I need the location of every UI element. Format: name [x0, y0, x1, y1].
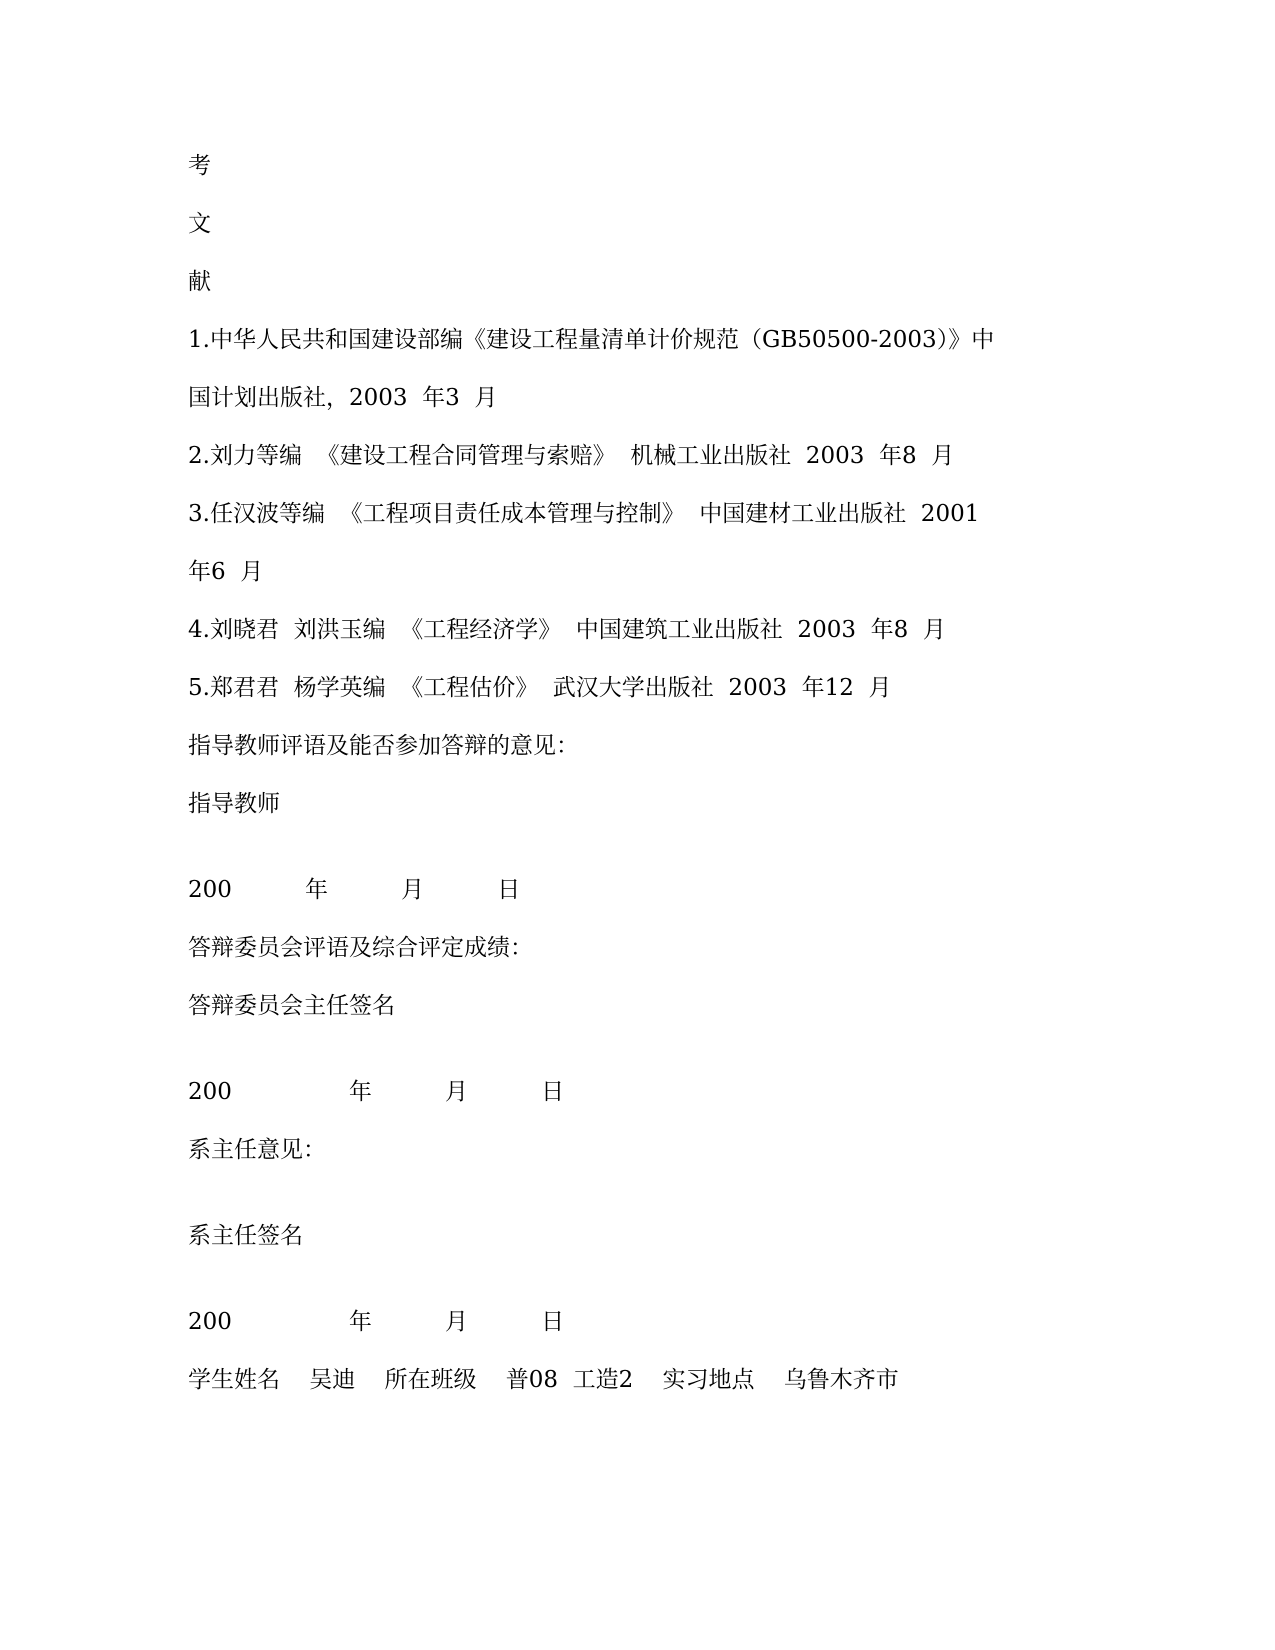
department-comment-label: 系主任意见：	[188, 1137, 326, 1163]
reference-line: 国计划出版社，2003 年3 月	[188, 385, 498, 411]
committee-signature-label: 答辩委员会主任签名	[188, 993, 395, 1019]
heading-char-3: 献	[188, 269, 211, 295]
department-signature-label: 系主任签名	[188, 1223, 303, 1249]
reference-line: 5.郑君君 杨学英编 《工程估价》 武汉大学出版社 2003 年12 月	[188, 675, 892, 701]
reference-line: 2.刘力等编 《建设工程合同管理与索赔》 机械工业出版社 2003 年8 月	[188, 443, 955, 469]
reference-line: 3.任汉波等编 《工程项目责任成本管理与控制》 中国建材工业出版社 2001	[188, 501, 980, 527]
advisor-comment-label: 指导教师评语及能否参加答辩的意见：	[188, 733, 579, 759]
committee-comment-label: 答辩委员会评语及综合评定成绩：	[188, 935, 533, 961]
heading-char-1: 考	[188, 153, 211, 179]
reference-line: 年6 月	[188, 559, 264, 585]
heading-char-2: 文	[188, 211, 211, 237]
department-date-line: 200 年 月 日	[188, 1309, 565, 1335]
advisor-signature-label: 指导教师	[188, 791, 280, 817]
advisor-date-line: 200 年 月 日	[188, 877, 521, 903]
reference-line: 1.中华人民共和国建设部编《建设工程量清单计价规范（GB50500-2003）》中	[188, 327, 995, 353]
student-info-line: 学生姓名 吴迪 所在班级 普08 工造2 实习地点 乌鲁木齐市	[188, 1367, 899, 1393]
reference-line: 4.刘晓君 刘洪玉编 《工程经济学》 中国建筑工业出版社 2003 年8 月	[188, 617, 946, 643]
committee-date-line: 200 年 月 日	[188, 1079, 565, 1105]
